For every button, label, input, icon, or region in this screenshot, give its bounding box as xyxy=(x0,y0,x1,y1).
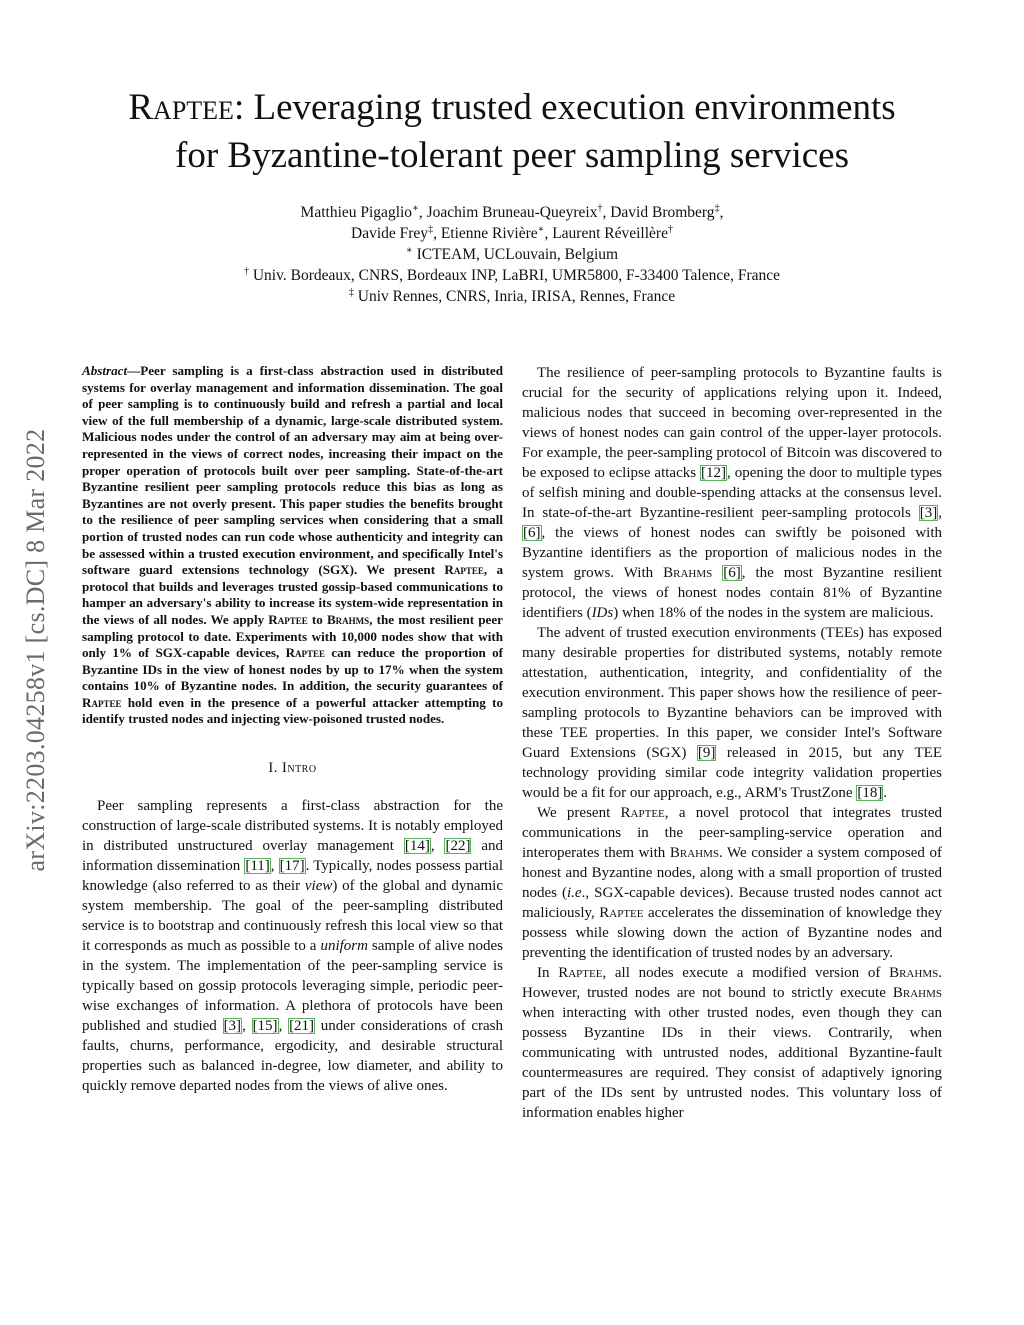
abstract-dash: — xyxy=(127,363,141,378)
abstract xyxy=(82,363,503,728)
para-text: released in 2015, but any TEE technology providing similar code integrity validation properties would be a fit for our approach, e.g., ARM's TrustZone xyxy=(522,745,942,801)
left-column xyxy=(82,363,503,1096)
separator: , xyxy=(418,204,427,221)
author-block xyxy=(120,202,904,307)
para-text: and information dissemination xyxy=(82,838,504,875)
citation-link[interactable]: [3] xyxy=(223,1018,242,1035)
citation-link[interactable]: [11] xyxy=(245,858,270,875)
right-column xyxy=(522,363,942,1123)
affiliation-mark: ‡ xyxy=(348,286,354,298)
arxiv-sidebar xyxy=(8,350,64,950)
citation-link[interactable]: [6] xyxy=(723,565,741,581)
section-heading-intro xyxy=(82,758,503,778)
citation-link[interactable]: [22] xyxy=(445,838,471,855)
raptee-name: Raptee xyxy=(82,694,122,710)
author-mark: † xyxy=(597,202,603,214)
separator: , xyxy=(719,204,724,221)
para-text: Peer sampling represents a first-class abstraction for the construction of large-scale distributed systems. It is notably employed in distributed unstructured overlay management xyxy=(82,798,503,855)
title-line2: for Byzantine-tolerant peer sampling services xyxy=(175,135,849,176)
para-text: ., SGX-capable devices). Because trusted nodes cannot act maliciously, xyxy=(522,885,942,921)
affiliation-text: Univ Rennes, CNRS, Inria, IRISA, Rennes, France xyxy=(353,288,676,305)
section-title: Intro xyxy=(282,760,317,777)
abstract-text: , a protocol that builds and leverages trusted gossip-based communications to hamper an adversary's ability to increase its system-wide representation in the views of all nodes. We apply xyxy=(82,562,503,627)
brahms-name: Brahms xyxy=(326,611,370,627)
title-line1-rest: : Leveraging trusted execution environments xyxy=(233,87,896,128)
para-text: accelerates the dissemination of knowledge they possess while slowing down the action of Byzantine nodes and preventing the identification of trusted nodes by an adversary. xyxy=(522,905,942,961)
abstract-text: can reduce the proportion of Byzantine IDs in the view of honest nodes by up to 17% when the system contains 10% of Byzantine nodes. In addition, the security guarantees of xyxy=(82,645,503,694)
citation-link[interactable]: [6] xyxy=(523,525,541,541)
affiliation-text: Univ. Bordeaux, CNRS, Bordeaux INP, LaBRI, UMR5800, F-33400 Talence, France xyxy=(248,267,781,284)
separator: , xyxy=(433,225,441,242)
raptee-name: Raptee xyxy=(444,562,484,578)
raptee-name: Raptee xyxy=(558,965,603,981)
raptee-name: Raptee xyxy=(599,905,644,921)
arxiv-identifier: arXiv:2203.04258v1 [cs.DC] 8 Mar 2022 xyxy=(21,428,50,872)
para-text: , opening the door to multiple types of selfish mining and double-spending attacks at the consensus level. In state-of-the-art Byzantine-resilient peer-sampling protocols xyxy=(522,465,942,521)
author-name: Matthieu Pigaglio xyxy=(300,204,413,221)
citation-link[interactable]: [17] xyxy=(279,858,305,875)
abstract-text: to xyxy=(307,611,327,627)
abstract-text: hold even in the presence of a powerful attacker attempting to identify trusted nodes and injecting view-poisoned trusted nodes. xyxy=(82,694,503,727)
citation-link[interactable]: [18] xyxy=(857,785,883,801)
brahms-name: Brahms xyxy=(663,565,713,581)
intro-paragraph-1 xyxy=(82,796,503,1096)
para-text: . However, trusted nodes are not bound to strictly execute xyxy=(522,965,942,1001)
para-text: , xyxy=(938,505,942,521)
citation-link[interactable]: [14] xyxy=(404,838,430,855)
paper-title xyxy=(60,84,964,180)
raptee-name: Raptee xyxy=(620,805,665,821)
para-text: The resilience of peer-sampling protocols to Byzantine faults is crucial for the security of applications relying upon it. Indeed, malicious nodes that succeed in becoming over-represented in the views of honest nodes can gain control of the upper-layer protocols. For example, the peer-sampling protocol of Bitcoin was discovered to be exposed to eclipse attacks xyxy=(522,365,942,481)
para-text: , xyxy=(242,1018,252,1035)
emphasis: i.e xyxy=(567,885,582,901)
raptee-name: Raptee xyxy=(285,645,326,661)
para-text: , all nodes execute a modified version of xyxy=(602,965,890,981)
abstract-text: Peer sampling is a first-class abstraction used in distributed systems for overlay management and information dissemination. The goal of peer sampling is to continuously build and refresh a partial and local view of the full membership of a dynamic, large-scale distributed system. Malicious nodes under the control of an adversary may aim at being over-represented in the views of correct nodes, increasing their impact on the proper operation of protocols built over peer sampling. State-of-the-art Byzantine resilient peer sampling protocols reduce this bias as long as Byzantines are not overly present. This paper studies the benefits brought to the resilience of peer sampling services when considering that a small portion of trusted nodes can run code whose authenticity and integrity can be assessed within a trusted execution environment, and specifically Intel's software guard extensions technology (SGX). We present xyxy=(82,363,503,578)
affiliation-text: ICTEAM, UCLouvain, Belgium xyxy=(412,246,619,263)
title-raptee: Raptee xyxy=(128,87,234,128)
emphasis: IDs xyxy=(591,605,614,621)
para-text: We present xyxy=(537,805,621,821)
brahms-name: Brahms xyxy=(892,985,942,1001)
author-mark: ‡ xyxy=(428,223,434,235)
para-text: , xyxy=(270,858,279,875)
citation-link[interactable]: [9] xyxy=(697,745,716,761)
author-mark: ∗ xyxy=(412,202,419,214)
para-text: , xyxy=(278,1018,289,1035)
para-text: sample of alive nodes in the system. The implementation of the peer-sampling service is typically based on gossip protocols leveraging simple, periodic peer-wise exchanges of information. A plethora of protocols have been published and studied xyxy=(82,938,503,1035)
para-text: . xyxy=(883,785,888,801)
affiliation-3 xyxy=(120,286,904,307)
author-mark: ∗ xyxy=(537,223,545,235)
emphasis: uniform xyxy=(320,938,368,955)
author-mark: † xyxy=(667,223,673,235)
affiliation-2 xyxy=(120,265,904,286)
citation-link[interactable]: [21] xyxy=(289,1018,315,1035)
para-text: , a novel protocol that integrates trusted communications in the peer-sampling-service operation and interoperates them with xyxy=(522,805,942,861)
citation-link[interactable]: [12] xyxy=(701,465,727,481)
author-mark: ‡ xyxy=(714,202,720,214)
author-name: David Bromberg xyxy=(610,204,715,221)
para-text: . We consider a system composed of honest and Byzantine nodes, along with a small proportion of trusted nodes ( xyxy=(522,845,942,901)
separator: , xyxy=(602,204,611,221)
para-text: , the views of honest nodes can swiftly be poisoned with Byzantine identifiers as the proportion of malicious nodes in the system grows. With xyxy=(522,525,942,581)
brahms-name: Brahms xyxy=(889,965,939,981)
para-text: In xyxy=(537,965,559,981)
para-text: , the most Byzantine resilient protocol, the views of honest nodes contain 81% of Byzantine identifiers ( xyxy=(522,565,942,621)
affiliation-1 xyxy=(120,244,904,265)
intro-paragraph-5 xyxy=(522,963,942,1123)
para-text: under considerations of crash faults, churns, performance, ergodicity, and desirable structural properties such as balanced in-degree, low diameter, and ability to quickly remove departed nodes from the views of alive ones. xyxy=(82,1018,503,1095)
para-text: ) when 18% of the nodes in the system are malicious. xyxy=(613,605,934,621)
para-text: . Typically, nodes possess partial knowledge (also referred to as their xyxy=(82,858,503,895)
para-text: The advent of trusted execution environments (TEEs) has exposed many desirable properties for distributed systems, notably remote attestation, authentication, integrity, and confidentiality of the execution environment. This paper shows how the resilience of peer-sampling protocols to Byzantine behaviors can be improved with these TEE properties. In this paper, we consider Intel's Software Guard Extensions (SGX) xyxy=(522,625,942,761)
brahms-name: Brahms xyxy=(669,845,719,861)
emphasis: view xyxy=(304,878,333,895)
intro-paragraph-3 xyxy=(522,623,942,803)
author-name: Joachim Bruneau-Queyreix xyxy=(426,204,598,221)
section-number: I. xyxy=(268,760,283,777)
separator: , xyxy=(544,225,553,242)
author-name: Etienne Rivière xyxy=(440,225,538,242)
para-text xyxy=(712,565,722,581)
para-text: , xyxy=(430,838,445,855)
author-line-2 xyxy=(120,223,904,244)
abstract-label: Abstract xyxy=(82,363,128,378)
author-name: Laurent Réveillère xyxy=(552,225,668,242)
affiliation-mark: ∗ xyxy=(405,244,413,256)
para-text: when interacting with other trusted nodes, even though they can possess Byzantine IDs in their views. Contrarily, when communicating with untrusted nodes, additional Byzantine-fault countermeasures are required. They consist of adaptively ignoring part of the IDs sent by untrusted nodes. This voluntary loss of information enables higher xyxy=(522,1005,942,1121)
raptee-name: Raptee xyxy=(268,611,308,627)
intro-paragraph-2 xyxy=(522,363,942,623)
citation-link[interactable]: [3] xyxy=(919,505,938,521)
affiliation-mark: † xyxy=(243,265,249,277)
abstract-text: , the most resilient peer sampling protocol to date. Experiments with 10,000 nodes show that with only 1% of SGX-capable devices, xyxy=(82,611,503,661)
author-name: Davide Frey xyxy=(351,225,429,242)
citation-link[interactable]: [15] xyxy=(252,1018,278,1035)
intro-paragraph-4 xyxy=(522,803,942,963)
author-line-1 xyxy=(120,202,904,223)
para-text: ) of the global and dynamic system membership. The goal of the peer-sampling distributed service is to bootstrap and continuously refresh this local view so that it corresponds as much as possible to a xyxy=(82,878,504,955)
